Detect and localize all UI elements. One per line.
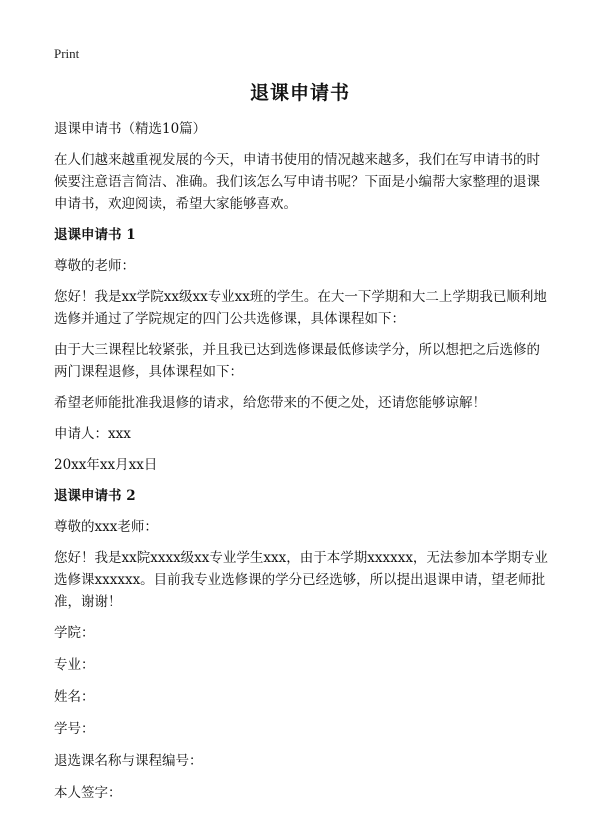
section-2-heading: 退课申请书 2 <box>54 488 136 504</box>
field-signature: 本人签字： <box>54 785 122 801</box>
print-link[interactable]: Print <box>54 46 80 61</box>
intro-paragraph: 在人们越来越重视发展的今天，申请书使用的情况越来越多，我们在写申请书的时候要注意语言简洁、准确。我们该怎么写申请书呢？下面是小编帮大家整理的退课申请书，欢迎阅读，希望大家能够喜欢。 <box>54 152 540 212</box>
document-subtitle: 退课申请书（精选10篇） <box>54 121 207 137</box>
section-1-salutation: 尊敬的老师： <box>54 258 135 274</box>
document-title: 退课申请书 <box>249 82 350 104</box>
document-body <box>54 118 552 814</box>
section-2-paragraph-1: 您好！我是xx院xxxx级xx专业学生xxx，由于本学期xxxxxx，无法参加本学期专业选修课xxxxxx。目前我专业选修课的学分已经选够，所以提出退课申请，望老师批准，谢谢！ <box>54 550 548 610</box>
section-1-heading: 退课申请书 1 <box>54 227 136 243</box>
section-2-salutation: 尊敬的xxx老师： <box>54 519 158 535</box>
field-student-id: 学号： <box>54 721 95 737</box>
section-1-paragraph-3: 希望老师能批准我退修的请求，给您带来的不便之处，还请您能够谅解！ <box>54 395 486 411</box>
field-major: 专业： <box>54 657 95 673</box>
section-1-paragraph-1: 您好！我是xx学院xx级xx专业xx班的学生。在大一下学期和大二上学期我已顺利地选修并通过了学院规定的四门公共选修课，具体课程如下： <box>54 289 547 327</box>
field-name: 姓名： <box>54 689 95 705</box>
field-college: 学院： <box>54 625 95 641</box>
section-1-paragraph-2: 由于大三课程比较紧张，并且我已达到选修课最低修读学分，所以想把之后选修的两门课程退修，具体课程如下： <box>54 342 540 380</box>
field-course: 退选课名称与课程编号： <box>54 753 203 769</box>
section-1-applicant: 申请人：xxx <box>54 426 131 442</box>
section-1-date: 20xx年xx月xx日 <box>54 457 158 473</box>
